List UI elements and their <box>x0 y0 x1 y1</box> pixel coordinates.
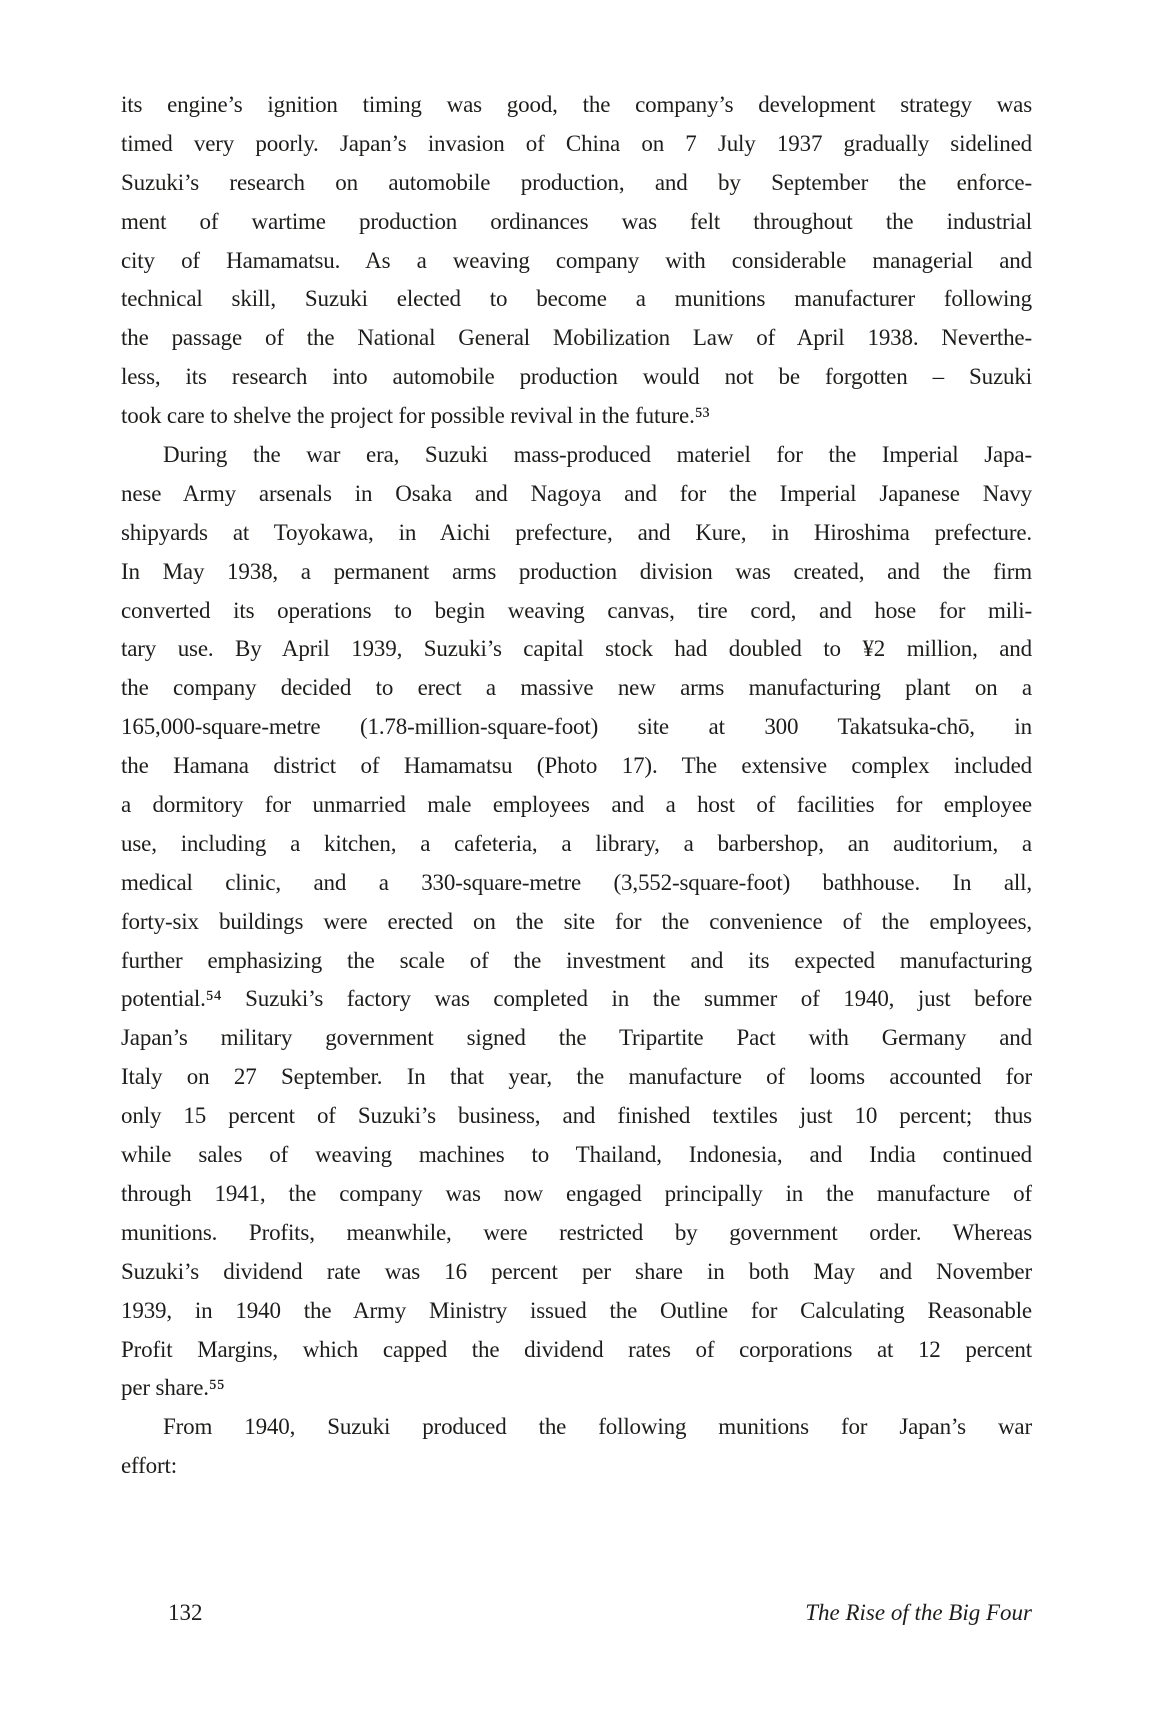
running-title: The Rise of the Big Four <box>805 1600 1032 1625</box>
text-line: per share.⁵⁵ <box>121 1375 225 1401</box>
text-line: potential.⁵⁴ Suzuki’s factory was completed in the summer of 1940, just before <box>121 986 1032 1012</box>
text-line: city of Hamamatsu. As a weaving company with considerable managerial and <box>121 247 1032 273</box>
text-line: medical clinic, and a 330-square-metre (3,552-square-foot) bathhouse. In all, <box>121 869 1032 895</box>
text-line: its engine’s ignition timing was good, the company’s development strategy was <box>121 92 1032 117</box>
text-line: converted its operations to begin weaving canvas, tire cord, and hose for mili- <box>121 597 1032 623</box>
text-line: forty-six buildings were erected on the site for the convenience of the employees, <box>121 908 1032 934</box>
text-line: Suzuki’s research on automobile production, and by September the enforce- <box>121 169 1032 195</box>
text-line: effort: <box>121 1453 178 1479</box>
paragraph <box>121 436 1032 1408</box>
text-line: the Hamana district of Hamamatsu (Photo 17). The extensive complex included <box>121 753 1032 779</box>
text-line: ment of wartime production ordinances was felt throughout the industrial <box>121 208 1032 234</box>
text-line: the company decided to erect a massive new arms manufacturing plant on a <box>121 675 1032 701</box>
text-line: use, including a kitchen, a cafeteria, a library, a barbershop, an auditorium, a <box>121 830 1032 856</box>
text-line: through 1941, the company was now engaged principally in the manufacture of <box>121 1180 1032 1206</box>
text-line: Suzuki’s dividend rate was 16 percent per share in both May and November <box>121 1258 1032 1284</box>
text-line: Japan’s military government signed the Tripartite Pact with Germany and <box>121 1025 1032 1051</box>
text-line: Italy on 27 September. In that year, the manufacture of looms accounted for <box>121 1064 1032 1090</box>
text-line: In May 1938, a permanent arms production division was created, and the firm <box>121 558 1032 584</box>
text-line: tary use. By April 1939, Suzuki’s capital stock had doubled to ¥2 million, and <box>121 636 1032 662</box>
text-block <box>121 86 1032 1486</box>
text-line: a dormitory for unmarried male employees and a host of facilities for employee <box>121 792 1032 818</box>
text-line: while sales of weaving machines to Thailand, Indonesia, and India continued <box>121 1142 1032 1168</box>
text-line: nese Army arsenals in Osaka and Nagoya and for the Imperial Japanese Navy <box>121 480 1032 506</box>
paragraph <box>121 86 1032 436</box>
text-line: less, its research into automobile production would not be forgotten – Suzuki <box>121 364 1032 390</box>
text-line: munitions. Profits, meanwhile, were restricted by government order. Whereas <box>121 1219 1032 1245</box>
text-line: From 1940, Suzuki produced the following munitions for Japan’s war <box>163 1414 1032 1440</box>
text-line: 1939, in 1940 the Army Ministry issued the Outline for Calculating Reasonable <box>121 1297 1032 1323</box>
text-line: took care to shelve the project for possible revival in the future.⁵³ <box>121 403 710 429</box>
text-line: Profit Margins, which capped the dividend rates of corporations at 12 percent <box>121 1336 1032 1362</box>
page-footer <box>121 1593 1032 1632</box>
page-number: 132 <box>168 1600 203 1625</box>
text-line: further emphasizing the scale of the investment and its expected manufacturing <box>121 947 1032 973</box>
text-line: 165,000-square-metre (1.78-million-square-foot) site at 300 Takatsuka-chō, in <box>121 714 1032 740</box>
text-line: timed very poorly. Japan’s invasion of China on 7 July 1937 gradually sidelined <box>121 130 1032 156</box>
text-line: the passage of the National General Mobilization Law of April 1938. Neverthe- <box>121 325 1032 351</box>
text-line: technical skill, Suzuki elected to become a munitions manufacturer following <box>121 286 1032 312</box>
text-line: only 15 percent of Suzuki’s business, and finished textiles just 10 percent; thus <box>121 1103 1032 1129</box>
text-line: shipyards at Toyokawa, in Aichi prefecture, and Kure, in Hiroshima prefecture. <box>121 519 1032 545</box>
paragraph <box>121 1408 1032 1486</box>
text-line: During the war era, Suzuki mass-produced materiel for the Imperial Japa- <box>163 442 1032 468</box>
